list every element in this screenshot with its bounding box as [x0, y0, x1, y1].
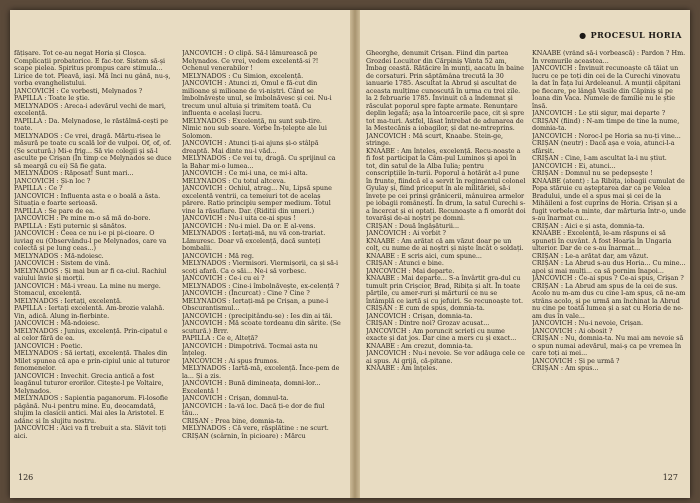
dialogue-paragraph: JANCOVICH : Ia-vă loc. Dacă ți-e dor de fiul tău... — [182, 401, 325, 417]
dialogue-paragraph: JANCOVICH : Și pe urmă ? — [532, 356, 620, 365]
dialogue-paragraph: JANCOVICH : Influenta asta e o boală a ăsta. Situația e foarte serioasă. — [14, 191, 161, 207]
dialogue-paragraph: JANCOVICH : Am poruncit scrieți cu nume exacte și dat jos. Dar cine a mers cu și exact... — [366, 326, 517, 342]
dialogue-paragraph: CRIȘAN (neutr) : Dacă așa e voia, atunci-l-a sfârșit. — [532, 139, 675, 155]
dialogue-paragraph: KNAABE : Mai departe... S-a învârtit gra-dul cu tumult prin Crișcior, Brad, Ribița și alt. În toate părțile, cu amer-ruri și mărturii ce nu se întâmplă ce iartă și cu jefuiri. Se recunoaște tot. — [366, 274, 523, 305]
header-bullet-icon: ● — [579, 30, 587, 40]
dialogue-paragraph: CRIȘAN : Atunci e bine. — [366, 259, 444, 267]
left-page — [10, 28, 348, 488]
book-gutter — [350, 10, 360, 498]
dialogue-paragraph: PAPILLA : Se pare de ea. — [14, 206, 95, 215]
dialogue-paragraph: CRIȘAN : La Abrud s-au dus Horia... Cu mine... apoi și mai mulți... ca să pornim înapoi... — [532, 259, 686, 275]
dialogue-paragraph: MELYNADOS : Cine-i îmbolnăvește, ex-celență ? — [182, 281, 340, 290]
dialogue-paragraph: CRIȘAN : Aici e și asta, domnia-ta. — [532, 221, 645, 230]
dialogue-paragraph: JANCOVICH : Ce vorbesti, Melynados ? — [14, 86, 143, 95]
dialogue-paragraph: JANCOVICH : Învinuit recunoaște că tăiat un lucru ce pe toți din cei de la Curechi vinovatu la dat în fața lui Ardeleanul. A munții căpitani pe fiecare, pe lângă Vasile din Căpiniș și pe Ioana din Vaca. Numele de familie nu le știe însă. — [532, 64, 681, 110]
dialogue-paragraph: JANCOVICH : Poetic. — [14, 341, 83, 350]
dialogue-paragraph: KNAABE : Excelență, le-am răspuns ei să spuneți în cuvânt. A fost Hoaria în Ungaria ulterior. Dar de ce s-au înarmat... — [532, 229, 672, 252]
dialogue-paragraph: JANCOVICH : Ei, atunci... — [532, 161, 616, 170]
dialogue-paragraph: CRIȘAN : Nu, domnia-ta. Nu mai am nevoie să o spun numai adevărul, mai-ș ca pe vremea în care toți ai mei... — [532, 334, 684, 357]
dialogue-paragraph: MELYNADOS : Excelență, nu sunt sub-tire. Nimic nou sub soare. Vorbe În-țelepte ale lui Solomon. — [182, 116, 327, 140]
dialogue-paragraph: JANCOVICH : Mă reg. — [182, 251, 254, 260]
dialogue-paragraph: CRIȘAN : La Abrud am spus de la cei de sus. Acolo nu m-am dus cu cine l-am spus, că ne-am strâns acolo, și pe urmă am închinat la Abrud nu cine pe toată lumea și a sat cu Horia de ne-am dus în vale... — [532, 281, 686, 320]
dialogue-paragraph: JANCOVICH : (Încurcat) : Cine ? Cine ? — [182, 289, 310, 297]
dialogue-paragraph: JANCOVICH : Dimpotrivă. Tocmai asta nu înțeleg. — [182, 341, 318, 357]
dialogue-paragraph: KNAABE : Am arătat că am văzut doar pe un colț, cu nume de ai noștri și niște încât o soldați. — [366, 236, 524, 252]
right-column-2 — [532, 50, 688, 460]
dialogue-paragraph: Gheorghe, denumit Crișan. Fiind din partea Grozdei Locuitor din Cărpiniș Vânta 52 am, Îmbag ceastă. Rătăcire în munți, aacatu în baine de corsaturi. Prin săptămâna trecută la 30 ianuarie 1785. Ascultat la Abrud și ascultat de aceasta mulțime cunoscută în urma cu trei zile. la 2 februarie 1785. Învinuit că a îndemnat și răsculat poporul spre fapte armate. Renunțare deplin legată; așa la întoarcerile pace, cit și spre tot ma-turi. Astfel, lăsat întrebat de adunarea de la Mestecănis a iobagilor, și dat ne-mtreprins. — [366, 50, 525, 132]
dialogue-paragraph: CRIȘAN : Cine, l-am ascultat la-i nu știut. — [532, 154, 667, 162]
dialogue-paragraph: MELYNADOS : Că vere, răsplătine : ne scurt. — [182, 424, 329, 432]
dialogue-paragraph: JANCOVICH : Ochiul, atrag... Nu, Lipsă spune excelentă ventrii, ca temeiuri tot de acelaș părere. Ratio principiu semper medium. Totul vine la răsuflare. Dar. (Riditii din umeri.) — [182, 184, 332, 215]
dialogue-paragraph: PAPILLA : Ești puternic și sănătos. — [14, 221, 127, 230]
book-spread — [10, 10, 690, 498]
dialogue-paragraph: MELYNADOS : Iertați, excelență. — [14, 296, 122, 305]
dialogue-paragraph: CRIȘAN (scârnin, în picioare) : Mărcu — [182, 431, 306, 440]
dialogue-paragraph: CRIȘAN : Prea bine, domnia-ta. — [182, 416, 285, 425]
dialogue-paragraph: MELYNADOS : Ce vei tu, dragă. Cu sprijinul ca la Bahar mi-o lumea... — [182, 154, 336, 170]
dialogue-paragraph: MELYNADOS : Junius, excelență. Prin-cipatul e al celor fără de ea. — [14, 326, 168, 342]
dialogue-paragraph: JANCOVICH : Și-n loc ? — [14, 176, 91, 185]
dialogue-paragraph: KNAABE : E scris aici, cum spune... — [366, 251, 482, 260]
dialogue-paragraph: MELYNADOS : Ce vrei, dragă. Mărtu-risea le măsură pe toate cu scală lor de vulpoi. Of, of, of. (Se scutură.) Mi-e frig... Să vie colegii și să-l asculte pe Crișan (În timp ce Melynados se duce să meargă cu ei) Să fie gata. — [14, 131, 172, 170]
dialogue-paragraph: CRIȘAN : Le-a arătat dar, am văzut. — [532, 251, 649, 260]
dialogue-paragraph: JANCOVICH : Noroc-l pe Horia sa nu-ți vine... — [532, 131, 681, 140]
dialogue-paragraph: JANCOVICH : Nu-i uita ce-ai spus ! — [182, 214, 296, 222]
dialogue-paragraph: JANCOVICH : Ceea ce nu i-e pi pi-cioare. O iuviag eu (Observându-l pe Melynados, care va colectă și pe lung ceas...) — [14, 229, 167, 252]
dialogue-paragraph: JANCOVICH : Ce mi-i una, ce mi-i alta. — [182, 169, 308, 177]
dialogue-paragraph: PAPILLA : Ce e, Alteță? — [182, 334, 258, 342]
dialogue-paragraph: MELYNADOS : Răposat! Sunt mari... — [14, 169, 134, 177]
dialogue-paragraph: CRIȘAN (fiind) : N-am timpe de tine la nume, domnia-ta. — [532, 116, 680, 132]
right-page — [362, 28, 690, 488]
dialogue-paragraph: JANCOVICH : Ai spus frumos. — [182, 356, 279, 365]
header-title: PROCESUL HORIA — [590, 30, 682, 40]
dialogue-paragraph: MELYNADOS : Mă-ndoiesc. — [14, 251, 104, 260]
dialogue-paragraph: KNAABE : Am crezut, domnia-ta. — [366, 341, 473, 350]
dialogue-paragraph: KNAABE (vrând să-i vorbească) : Pardon ? Hm. În vremurile aceastea... — [532, 50, 686, 65]
dialogue-paragraph: JANCOVICH : Pe mine m-o să mă do-bore. — [14, 214, 151, 222]
dialogue-paragraph: PAPILLA : Da. Melynadose, le răstălmă-cești pe toate. — [14, 116, 169, 132]
dialogue-paragraph: JANCOVICH : Ce-ai spus ? Ce-ai spus, Crișan ? — [532, 274, 684, 282]
dialogue-paragraph: KNAABE (atent) : La Ribița, iobagii cumulat de Popa stăruie cu așteptarea dar ca pe Velea Bradului, unde el a spus mai și cei de la Mihăileni a fost cuprins de Horia. Crișan și a fugit vorbele-n minte, dar mărturia într-o, unde s-au înarmat cu... — [532, 176, 686, 222]
dialogue-paragraph: JANCOVICH : Atunci ți-ai ajuns și-o stâlpă dreaptă. Mai dinte nu-i văd... — [182, 139, 319, 155]
dialogue-paragraph: CRIȘAN : Două îngășăturii... — [366, 221, 460, 230]
dialogue-paragraph: JANCOVICH : Le știi sigur, mai departe ? — [532, 109, 666, 117]
dialogue-paragraph: JANCOVICH : Mă-ndoiesc. — [14, 319, 100, 327]
dialogue-paragraph: JANCOVICH : Invechit. Grecia antică a fost leagănul tuturor erorilor. Citește-l pe Voltaire, Melynados. — [14, 371, 164, 395]
dialogue-paragraph: JANCOVICH : Crișan, domnul-ta. — [182, 394, 289, 402]
left-column-2 — [182, 50, 342, 460]
running-header — [579, 30, 682, 40]
dialogue-paragraph: CRIȘAN : Domnul nu se pedepsește ! — [532, 169, 653, 177]
dialogue-paragraph: KNAABE : Am înțeles, excelență. Recu-noaște a fi fost participat la Câm-pul Luminos și apoi în tot, din satul de la Alba Iulia; pentru conscripțiile în-turii. Poporul a hotărât a-l pune în frunte, fiindcă el a servit în regimentul colonel Gyulay și, fiind priceput în ale milităriei, să-i învețe pe cei prinși grănicerii, mânuirea armelor pe iobagii românești. În drum, la satul Curechi s-a încercat și ei optați. Recunoaște a fi omorât doi tovarăși de-ai noștri pe domni. — [366, 146, 526, 222]
dialogue-paragraph: JANCOVICH : Mai departe. — [366, 266, 455, 275]
dialogue-paragraph: PAPILLA : Iertați excelentă. Am-brozie valahă. Vin, adică. Alung in-fierbinte. — [14, 304, 165, 320]
dialogue-paragraph: JANCOVICH : (precipitându-se) : Ies din ai tăi. — [182, 311, 333, 320]
dialogue-paragraph: fățișare. Tot ce-au negat Horia și Cloșca. Complicații probatorice. E fac-tor. Sistem să-și scape pielea. Spiritus prompus care stimula... — [14, 50, 166, 72]
dialogue-paragraph: MELYNADOS : Și mai bun ar fi ca-ciul. Rachiul vaiului învie și morții. — [14, 266, 167, 282]
dialogue-paragraph: JANCOVICH : Nu-i miel. Da or. E al-vens. — [182, 221, 316, 230]
dialogue-paragraph: MELYNADOS : Iartă-mă, excelență. Înce-pem de la... Și a zis. — [182, 364, 340, 380]
dialogue-paragraph: MELYNADOS : Areca-i adevărul vechi de mari, excelență. — [14, 101, 166, 117]
right-column-1 — [366, 50, 526, 460]
dialogue-paragraph: MELYNADOS : Sapientia paganorum. Fi-losofie păgână. Nu-i pentru mine. Eu, deocamdată, slujim la clasicii antici. Mai ales la Aristotel. E adânc și în slujitu nostru. — [14, 394, 168, 425]
dialogue-paragraph: Lirice de tot. Pleavă, iași. Mă înci nu gână, nu-ș, vorba evanghelistului. — [14, 71, 171, 87]
dialogue-paragraph: KNAABE : Am înțeles. — [366, 364, 438, 372]
dialogue-paragraph: JANCOVICH : Nu-i nevoie, Crișan. — [532, 319, 644, 327]
dialogue-paragraph: CRIȘAN : Am spus... — [532, 364, 599, 372]
dialogue-paragraph: JANCOVICH : Crișan, domnia-ta. — [366, 311, 473, 320]
dialogue-paragraph: JANCOVICH : Ai vorbit ? — [366, 229, 446, 237]
dialogue-paragraph: MELYNADOS : Să iertați, excelență. Thales din Milet spunea că apa e prin-cipiul unic al tuturor fenomenelor. — [14, 349, 170, 372]
dialogue-paragraph: JANCOVICH : Ce-i cu ei ? — [182, 274, 265, 282]
dialogue-paragraph: JANCOVICH : Mă scurt, Knaabe. Stein-ge, stringe. — [366, 131, 504, 147]
dialogue-paragraph: CRIȘAN : Dintre noi? Grozav acusat... — [366, 319, 490, 327]
page-number-right: 127 — [662, 473, 678, 482]
dialogue-paragraph: PAPILLA : Ce ? — [14, 184, 63, 192]
dialogue-paragraph: JANCOVICH : Aici va fi trebuit a sta. Slăvit toți aici. — [14, 424, 166, 440]
dialogue-paragraph: MELYNADOS : Cu Simion, excelență. — [182, 71, 304, 80]
dialogue-paragraph: JANCOVICH : Mă scoate tordeanu din sârite. (Se scutură.) Brrr. — [182, 319, 341, 335]
dialogue-paragraph: JANCOVICH : Ai obosit ? — [532, 326, 613, 335]
dialogue-paragraph: JANCOVICH : Mă-i vreau. La mine nu merge. Stomacul, excelență. — [14, 281, 161, 297]
dialogue-paragraph: JANCOVICH : Nu-i nevoie. Se vor adăuga cele ce ai spus. Ai grijă, că-pitane. — [366, 349, 525, 365]
page-number-left: 126 — [18, 473, 34, 482]
dialogue-paragraph: MELYNADOS : Iertați-mă pe Crișan, a pune-i Obscurantismul... — [182, 296, 329, 312]
dialogue-paragraph: JANCOVICH : O clipă. Să-l lămurească pe Melynados. Ce vrei, vedem excelentă-si ?! Ochenul venerabilor ! — [182, 50, 319, 72]
dialogue-paragraph: CRIȘAN : E cum de spus, domnia-ta. — [366, 304, 485, 312]
dialogue-paragraph: MELYNADOS : Cu totul altceva. — [182, 176, 286, 185]
dialogue-paragraph: PAPILLA : Toate le știe. — [14, 94, 90, 102]
dialogue-paragraph: MELYNADOS : Viermisori. Viermișorii, ca și să-i scoți afară. Ca o săi... Ne-i să vorbesc. — [182, 259, 339, 275]
left-column-1 — [14, 50, 174, 460]
dialogue-paragraph: JANCOVICH : Bună dimineața, domni-lor... Excelentă ! — [182, 379, 321, 395]
dialogue-paragraph: MELYNADOS : Iertați-mă, nu vă con-trariat. Lămuresc. Doar vă excelență, dacă sunteți bombalii. — [182, 229, 326, 252]
dialogue-paragraph: JANCOVICH : Atunci zi, Omul e fă-cut din milioane și milioane de vi-niștri. Când se îmbolnăvește unul, se îmbolnăvesc și cei. Nu-i trecum unul altuia și trimitem toată. Cu influenta e același lucru. — [182, 79, 332, 117]
dialogue-paragraph: JANCOVICH : Sistem de vină. — [14, 259, 111, 267]
